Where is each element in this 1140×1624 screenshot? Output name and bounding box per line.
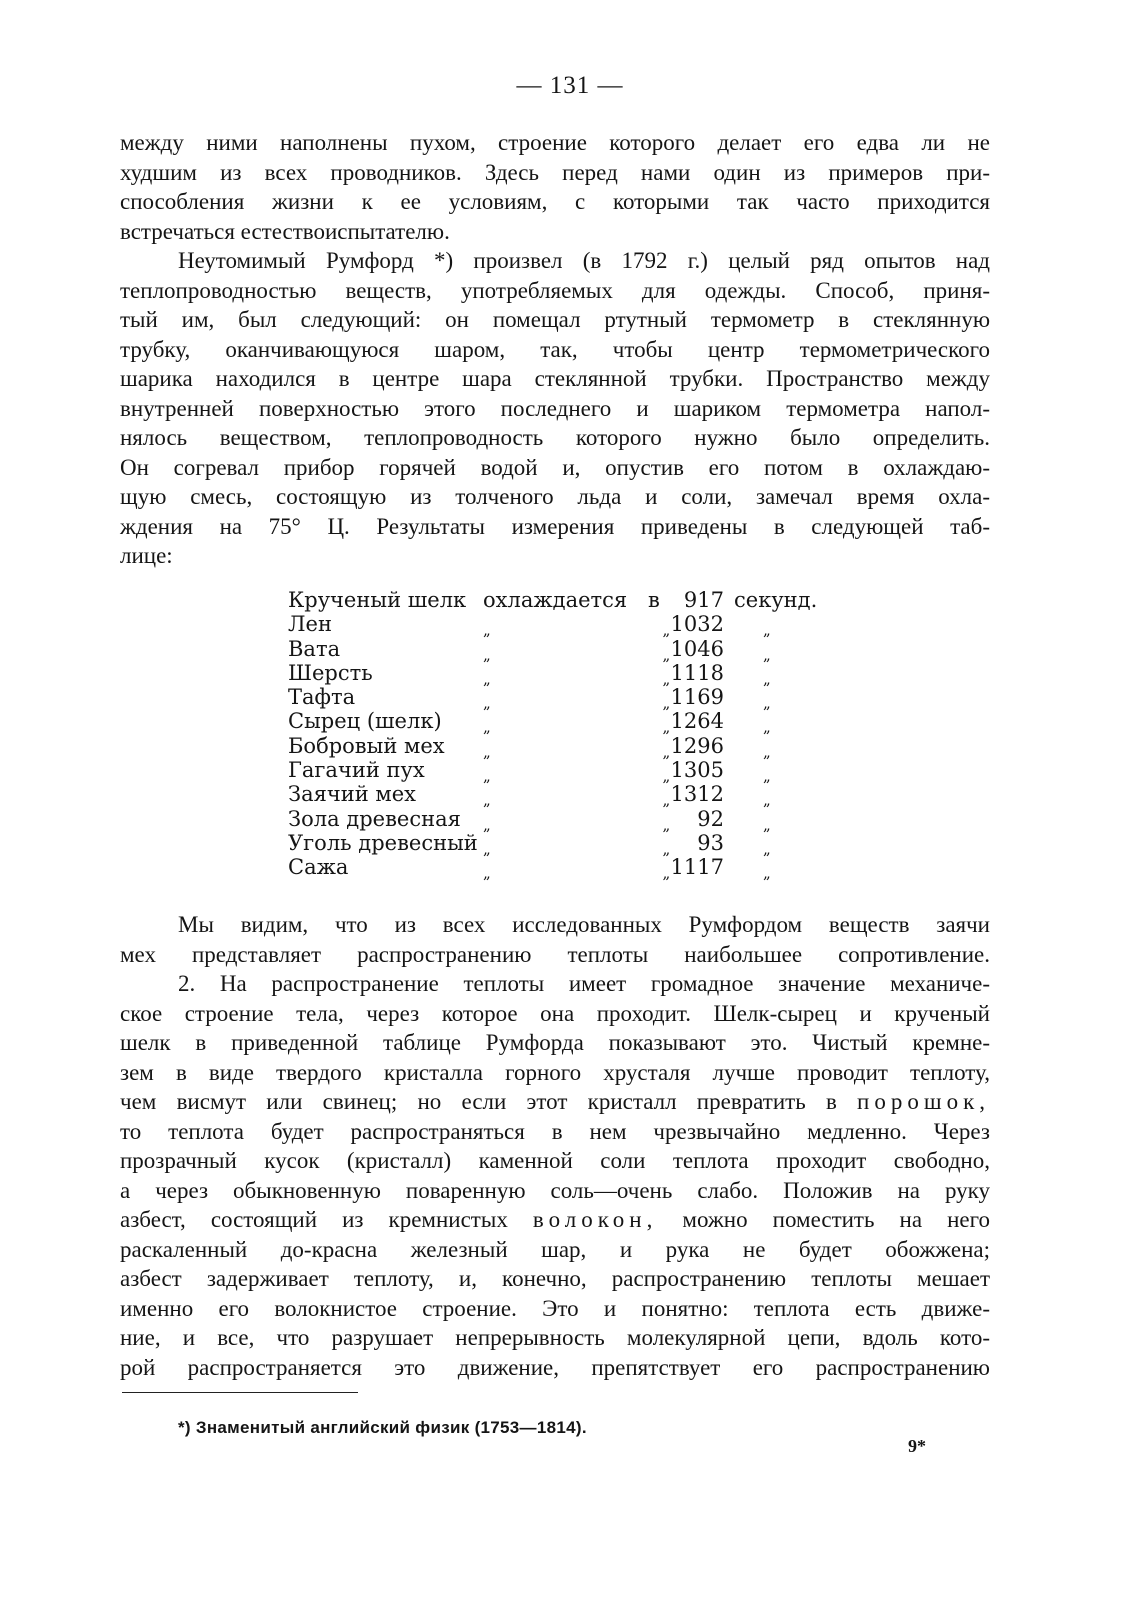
table-row — [288, 806, 828, 834]
ditto-mark: „ — [762, 694, 771, 713]
text-line: мех представляет распространению теплоты наибольшее сопротивление. — [120, 941, 990, 967]
substance-name: Лен — [288, 612, 332, 637]
seconds-value: 1117 — [670, 855, 724, 880]
page-number: — 131 — — [516, 72, 624, 99]
text-line: прозрачный кусок (кристалл) каменной соли теплота проходит свободно, — [120, 1148, 990, 1173]
table-row — [288, 855, 828, 883]
seconds-value: 1046 — [670, 636, 724, 661]
text-line: азбест задерживает теплоту, и, конечно, распространению теплоты мешает — [120, 1266, 990, 1291]
paragraph-rumford-experiment — [120, 246, 990, 571]
ditto-mark: „ — [662, 864, 671, 883]
ditto-mark: „ — [662, 645, 671, 664]
text-line: встречаться естествоиспытателю. — [120, 218, 450, 244]
text-line: ние, и все, что разрушает непрерывность молекулярной цепи, вдоль кото- — [120, 1325, 990, 1350]
paragraph-continuation — [120, 128, 990, 246]
ditto-mark: „ — [662, 669, 671, 688]
emphasized-word: волокон, — [532, 1207, 658, 1232]
substance-name: Заячий мех — [288, 782, 417, 807]
ditto-mark: „ — [662, 621, 671, 640]
substance-name: Тафта — [288, 685, 356, 710]
ditto-mark: „ — [762, 815, 771, 834]
text-line: лице: — [120, 543, 173, 568]
ditto-mark: „ — [662, 767, 671, 786]
table-row — [288, 709, 828, 737]
text-line — [120, 1205, 990, 1235]
text-line: ское строение тела, через которое она проходит. Шелк-сырец и крученый — [120, 1000, 990, 1026]
text-line: шарика находился в центре шара стеклянной трубки. Пространство между — [120, 366, 990, 391]
unit-cell: секунд. — [734, 588, 818, 612]
ditto-mark: „ — [762, 742, 771, 761]
seconds-value: 1312 — [670, 782, 724, 807]
text-line: то теплота будет распространяться в нем чрезвычайно медленно. Через — [120, 1118, 990, 1144]
text-line: внутренней поверхностью этого последнего и шариком термометра напол- — [120, 395, 990, 421]
text-line: 2. На распространение теплоты имеет громадное значение механиче- — [178, 971, 990, 996]
ditto-mark: „ — [662, 791, 671, 810]
ditto-mark: „ — [762, 645, 771, 664]
ditto-mark: „ — [662, 815, 671, 834]
ditto-mark: „ — [762, 791, 771, 810]
substance-name: Сажа — [288, 855, 349, 880]
text-segment: можно поместить на него — [657, 1207, 990, 1232]
ditto-mark: „ — [483, 815, 491, 834]
ditto-mark: „ — [483, 864, 491, 883]
table-row — [288, 612, 828, 640]
text-line: нялось веществом, теплопроводность которого нужно было определить. — [120, 425, 990, 450]
substance-name: Шерсть — [288, 660, 373, 685]
paragraph-conclusion — [120, 910, 990, 969]
text-line: рой распространяется это движение, препятствует его распространению — [120, 1354, 990, 1380]
text-line: Мы видим, что из всех исследованных Румфордом веществ заячи — [178, 912, 990, 937]
seconds-value: 1118 — [670, 660, 724, 685]
text-line: шелк в приведенной таблице Румфорда показывают это. Чистый кремне- — [120, 1030, 990, 1055]
printer-signature-mark: 9* — [908, 1436, 926, 1456]
table-row — [288, 733, 828, 761]
ditto-mark: „ — [483, 621, 491, 640]
ditto-mark: „ — [762, 839, 771, 858]
substance-name: Гагачий пух — [288, 758, 425, 783]
substance-name: Крученый шелк — [288, 588, 467, 612]
ditto-mark: „ — [762, 718, 771, 737]
text-line: тый им, был следующий: он помещал ртутный термометр в стеклянную — [120, 307, 990, 332]
ditto-mark: „ — [483, 839, 491, 858]
verb-cell: охлаждается — [483, 588, 628, 612]
ditto-mark: „ — [662, 718, 671, 737]
ditto-mark: „ — [662, 839, 671, 858]
text-segment: чем висмут или свинец; но если этот кристалл превратить в — [120, 1089, 858, 1114]
substance-name: Зола древесная — [288, 806, 461, 831]
text-line — [120, 1087, 990, 1117]
text-line: способления жизни к ее условиям, с которыми так часто приходится — [120, 189, 990, 214]
table-row — [288, 782, 828, 810]
cooling-time-table — [288, 588, 828, 883]
text-line: а через обыкновенную поваренную соль—очень слабо. Положив на руку — [120, 1177, 990, 1203]
text-line: Неутомимый Румфорд *) произвел (в 1792 г.) целый ряд опытов над — [178, 248, 990, 273]
substance-name: Сырец (шелк) — [288, 709, 442, 734]
seconds-value: 93 — [697, 830, 724, 855]
text-line: именно его волокнистое строение. Это и понятно: теплота есть движе- — [120, 1295, 990, 1321]
ditto-mark: „ — [762, 621, 771, 640]
text-line: худшим из всех проводников. Здесь перед нами один из примеров при- — [120, 159, 990, 185]
paragraph-mechanical-structure — [120, 969, 990, 1382]
text-segment: азбест, состоящий из кремнистых — [120, 1207, 533, 1232]
substance-name: Бобровый мех — [288, 733, 445, 758]
ditto-mark: „ — [483, 767, 491, 786]
ditto-mark: „ — [483, 791, 491, 810]
text-line: теплопроводностью веществ, употребляемых для одежды. Способ, приня- — [120, 277, 990, 303]
table-row — [288, 830, 828, 858]
seconds-value: 92 — [697, 806, 724, 831]
table-row — [288, 588, 828, 612]
ditto-mark: „ — [483, 669, 491, 688]
prep-cell: в — [648, 588, 660, 612]
text-line: зем в виде твердого кристалла горного хрусталя лучше проводит теплоту, — [120, 1059, 990, 1085]
seconds-value: 1305 — [670, 758, 724, 783]
seconds-value: 1032 — [670, 612, 724, 637]
ditto-mark: „ — [662, 742, 671, 761]
seconds-value: 1296 — [670, 733, 724, 758]
ditto-mark: „ — [762, 669, 771, 688]
seconds-value: 917 — [683, 588, 724, 612]
footnote-divider — [122, 1392, 358, 1393]
text-line: трубку, оканчивающуюся шаром, так, чтобы центр термометрического — [120, 336, 990, 362]
substance-name: Вата — [288, 636, 341, 661]
table-row — [288, 685, 828, 713]
table-row — [288, 758, 828, 786]
text-line: раскаленный до-красна железный шар, и рука не будет обожжена; — [120, 1236, 990, 1262]
table-row — [288, 660, 828, 688]
table-row — [288, 636, 828, 664]
ditto-mark: „ — [483, 645, 491, 664]
ditto-mark: „ — [762, 864, 771, 883]
substance-name: Уголь древесный — [288, 830, 478, 855]
ditto-mark: „ — [762, 767, 771, 786]
text-line: между ними наполнены пухом, строение которого делает его едва ли не — [120, 130, 990, 155]
ditto-mark: „ — [483, 718, 491, 737]
ditto-mark: „ — [662, 694, 671, 713]
emphasized-word: порошок, — [857, 1089, 990, 1114]
seconds-value: 1264 — [670, 709, 724, 734]
ditto-mark: „ — [483, 742, 491, 761]
text-line: Он согревал прибор горячей водой и, опустив его потом в охлаждаю- — [120, 454, 990, 480]
text-line: ждения на 75° Ц. Результаты измерения приведены в следующей таб- — [120, 513, 990, 539]
ditto-mark: „ — [483, 694, 491, 713]
text-line: щую смесь, состоящую из толченого льда и соли, замечал время охла- — [120, 484, 990, 509]
footnote: *) Знаменитый английский физик (1753—1814). — [178, 1418, 587, 1437]
seconds-value: 1169 — [670, 685, 724, 710]
